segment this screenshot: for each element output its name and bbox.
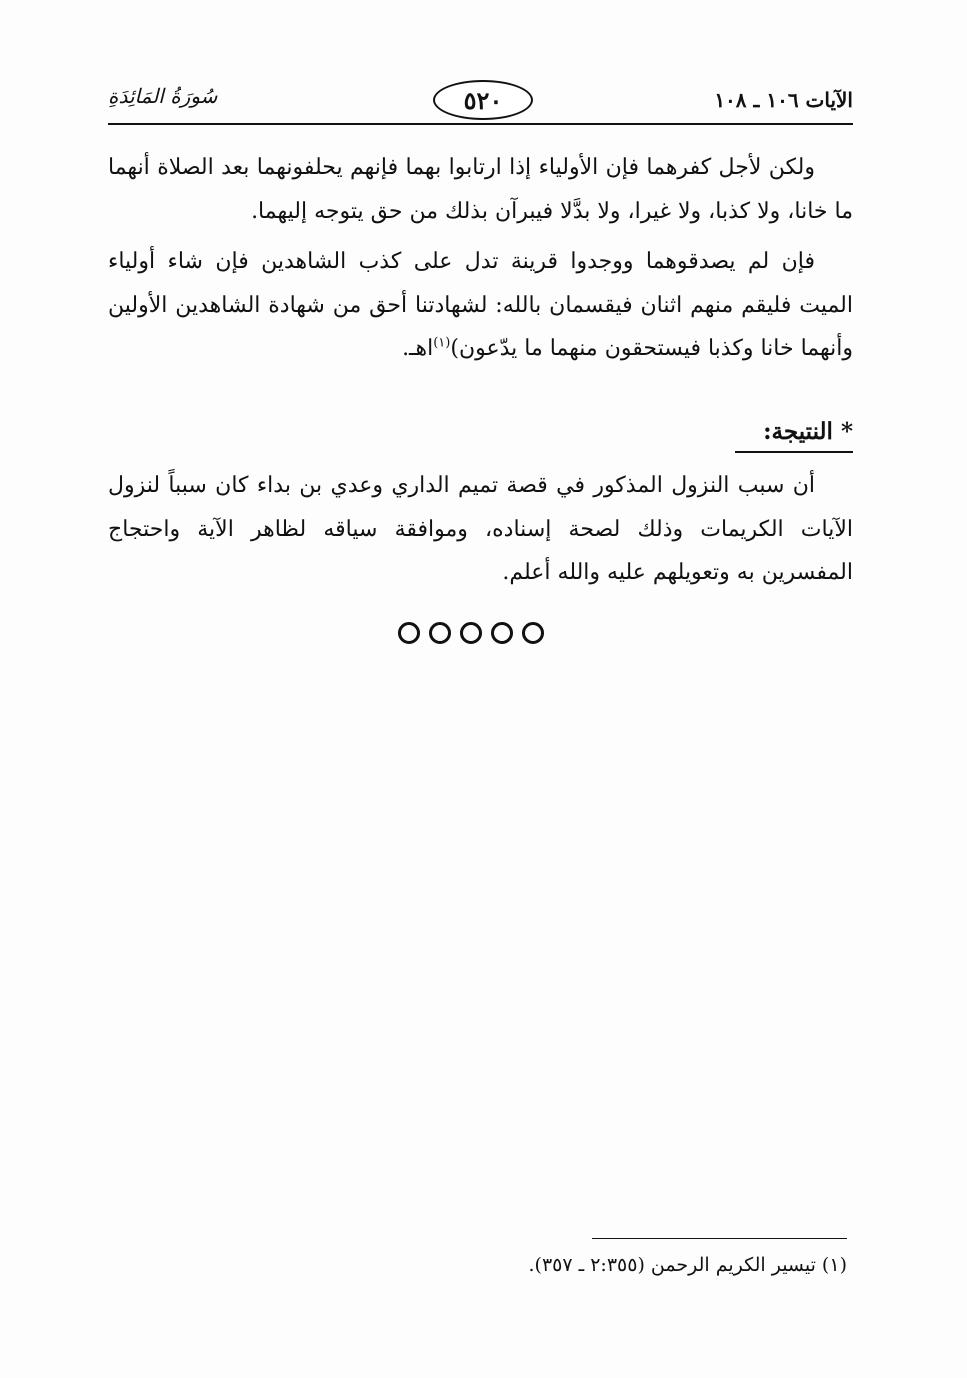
paragraph-2-text: فإن لم يصدقوهما ووجدوا قرينة تدل على كذب الشاهدين فإن شاء أولياء الميت فليقم منهم اثنان فيقسمان بالله: لشهادتنا أحق من شهادة الشاهدين الأولين وأنهما خانا وكذبا فيستحقون منهما ما يدّعون) [108,249,853,361]
result-section [108,464,853,595]
circle-ornament [460,622,482,644]
page-number-badge [433,80,533,120]
circles-separator-icon [398,622,544,644]
page-header [108,78,853,126]
main-text [108,146,853,371]
paragraph-2-ending: اهـ. [402,336,434,361]
paragraph-1: ولكن لأجل كفرهما فإن الأولياء إذا ارتابوا بهما فإنهم يحلفونهما بعد الصلاة أنهما ما خانا، ولا كذبا، ولا غيرا، ولا بدَّلا فيبرآن بذلك من حق يتوجه إليهما. [108,155,853,224]
circle-ornament [429,622,451,644]
result-heading: * النتيجة: [735,418,853,453]
footnote-divider [592,1238,847,1239]
paragraph-2 [108,240,853,371]
footnote-reference[interactable]: (١) [433,335,451,351]
circle-ornament [491,622,513,644]
surah-name: سُورَةُ المَائِدَةِ [108,84,218,108]
circle-ornament [398,622,420,644]
footnote: (١) تيسير الكريم الرحمن (٢:٣٥٥ ـ ٣٥٧). [528,1254,847,1276]
result-paragraph: أن سبب النزول المذكور في قصة تميم الداري وعدي بن بداء كان سبباً لنزول الآيات الكريمات وذلك لصحة إسناده، وموافقة سياقه لظاهر الآية واحتجاج المفسرين به وتعويلهم عليه والله أعلم. [108,473,853,585]
page-number: ٥٢٠ [463,85,503,115]
circle-ornament [522,622,544,644]
verse-range: الآيات ١٠٦ ـ ١٠٨ [714,88,853,112]
header-divider [108,123,853,125]
